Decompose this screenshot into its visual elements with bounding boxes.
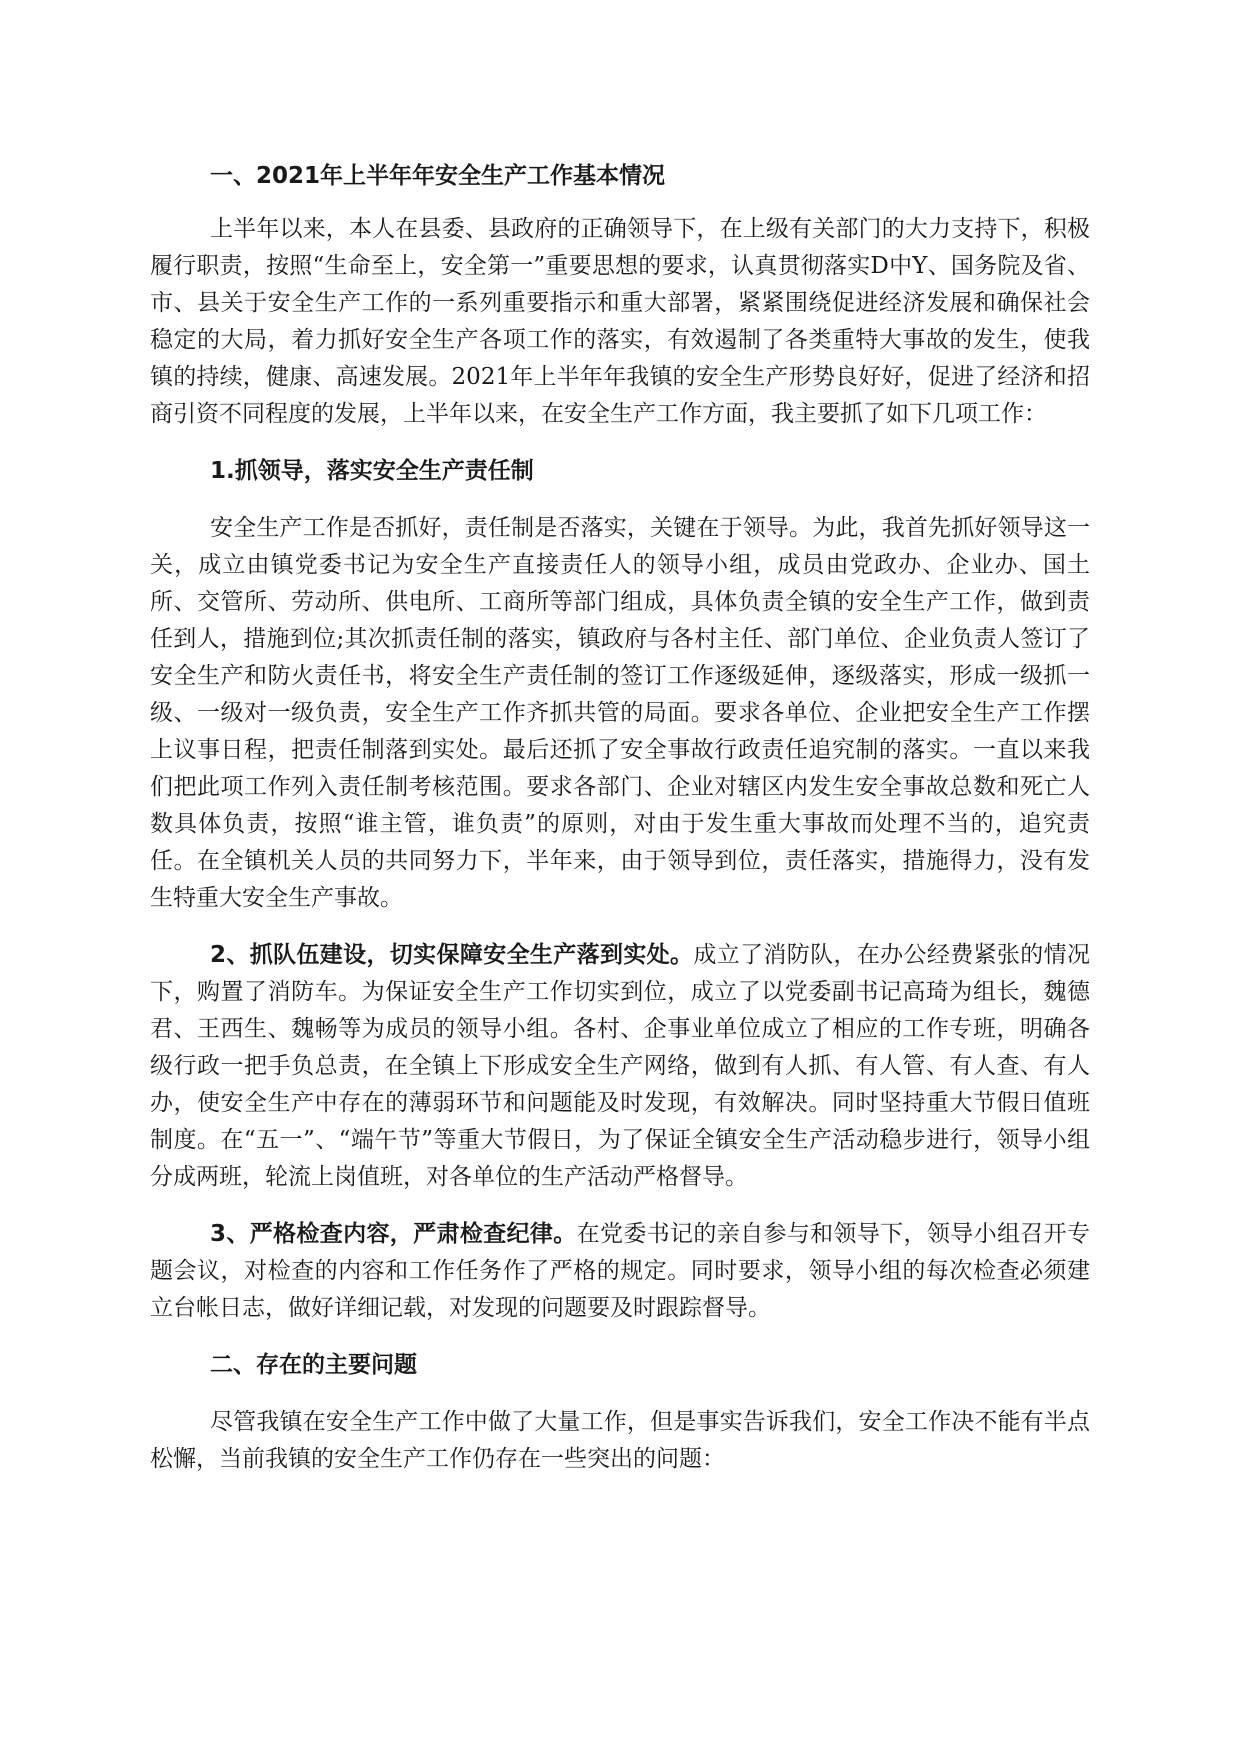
section-heading-2: 二、存在的主要问题 — [210, 1352, 417, 1378]
subsection-heading-leadership: 1.抓领导，落实安全生产责任制 — [210, 458, 534, 484]
paragraph-lead-inspection: 3、严格检查内容，严肃检查纪律。 — [210, 1221, 577, 1247]
paragraph-team-building — [150, 937, 1090, 1196]
section-heading-1: 一、2021年上半年年安全生产工作基本情况 — [210, 163, 666, 189]
document-body — [150, 158, 1090, 1498]
paragraph-lead-team-building: 2、抓队伍建设，切实保障安全生产落到实处。 — [210, 942, 694, 968]
paragraph-leadership: 安全生产工作是否抓好，责任制是否落实，关键在于领导。为此，我首先抓好领导这一关，成立由镇党委书记为安全生产直接责任人的领导小组，成员由党政办、企业办、国土所、交管所、劳动所、供电所、工商所等部门组成，具体负责全镇的安全生产工作，做到责任到人，措施到位;其次抓责任制的落实，镇政府与各村主任、部门单位、企业负责人签订了安全生产和防火责任书，将安全生产责任制的签订工作逐级延伸，逐级落实，形成一级抓一级、一级对一级负责，安全生产工作齐抓共管的局面。要求各单位、企业把安全生产工作摆上议事日程，把责任制落到实处。最后还抓了安全事故行政责任追究制的落实。一直以来我们把此项工作列入责任制考核范围。要求各部门、企业对辖区内发生安全事故总数和死亡人数具体负责，按照“谁主管，谁负责”的原则，对由于发生重大事故而处理不当的，追究责任。在全镇机关人员的共同努力下，半年来，由于领导到位，责任落实，措施得力，没有发生特重大安全生产事故。 — [150, 515, 1090, 911]
paragraph-body-team-building: 成立了消防队，在办公经费紧张的情况下，购置了消防车。为保证安全生产工作切实到位，成立了以党委副书记高琦为组长，魏德君、王西生、魏畅等为成员的领导小组。各村、企事业单位成立了相应的工作专班，明确各级行政一把手负总责，在全镇上下形成安全生产网络，做到有人抓、有人管、有人查、有人办，使安全生产中存在的薄弱环节和问题能及时发现，有效解决。同时坚持重大节假日值班制度。在“五一”、“端午节”等重大节假日，为了保证全镇安全生产活动稳步进行，领导小组分成两班，轮流上岗值班，对各单位的生产活动严格督导。 — [150, 942, 1090, 1190]
paragraph-inspection — [150, 1216, 1090, 1327]
paragraph-body-inspection: 在党委书记的亲自参与和领导下，领导小组召开专题会议，对检查的内容和工作任务作了严格的规定。同时要求，领导小组的每次检查必须建立台帐日志，做好详细记载，对发现的问题要及时跟踪督导。 — [150, 1221, 1090, 1321]
paragraph-problems: 尽管我镇在安全生产工作中做了大量工作，但是事实告诉我们，安全工作决不能有半点松懈，当前我镇的安全生产工作仍存在一些突出的问题： — [150, 1409, 1090, 1472]
paragraph-overview: 上半年以来，本人在县委、县政府的正确领导下，在上级有关部门的大力支持下，积极履行职责，按照“生命至上，安全第一”重要思想的要求，认真贯彻落实D中Y、国务院及省、市、县关于安全生产工作的一系列重要指示和重大部署，紧紧围绕促进经济发展和确保社会稳定的大局，着力抓好安全生产各项工作的落实，有效遏制了各类重特大事故的发生，使我镇的持续，健康、高速发展。2021年上半年年我镇的安全生产形势良好好，促进了经济和招商引资不同程度的发展，上半年以来，在安全生产工作方面，我主要抓了如下几项工作： — [150, 216, 1090, 427]
